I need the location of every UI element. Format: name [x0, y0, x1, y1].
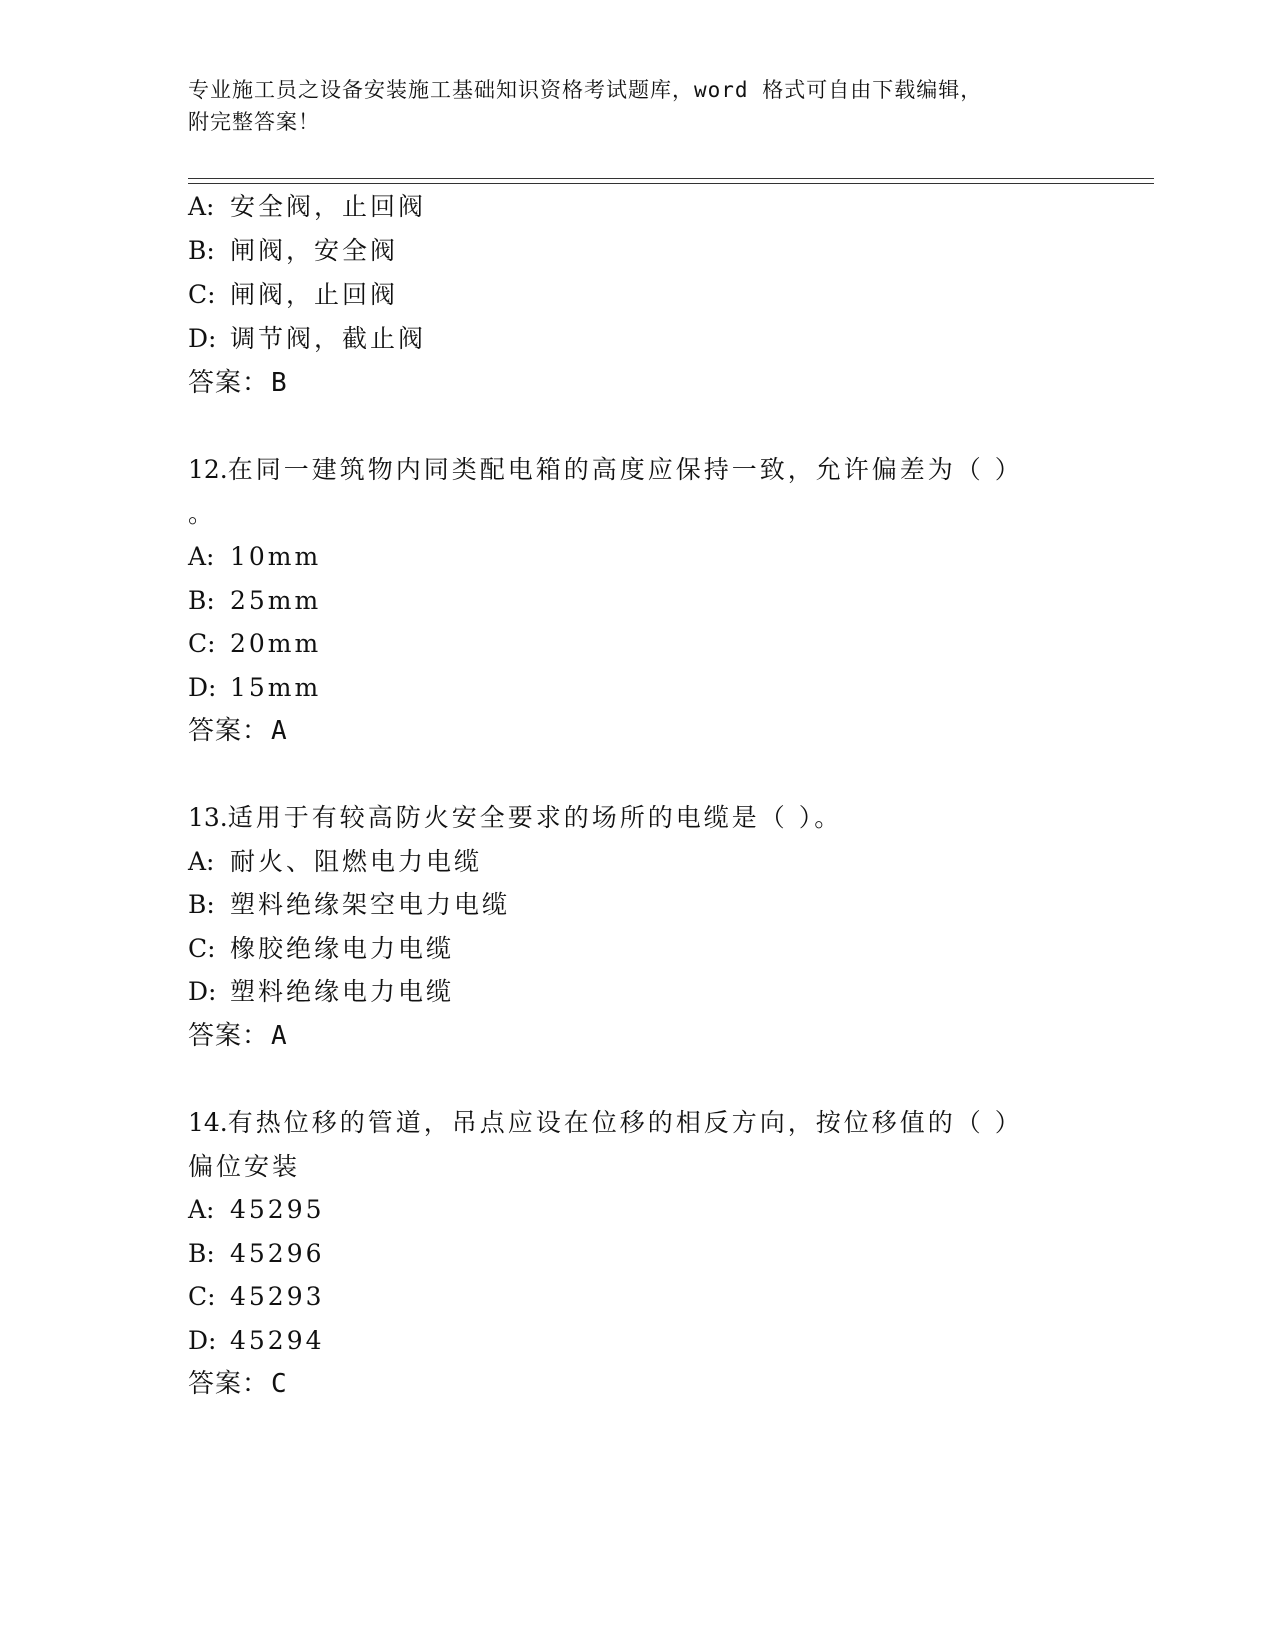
q11-option-a — [188, 192, 426, 222]
q11-option-b — [188, 236, 398, 266]
option-letter: B: — [188, 586, 215, 615]
option-text: 25mm — [230, 586, 322, 615]
option-text: 安全阀，止回阀 — [230, 192, 427, 221]
option-text: 45294 — [230, 1326, 325, 1355]
option-text: 闸阀，安全阀 — [230, 236, 399, 265]
header-divider-top — [188, 178, 1154, 179]
q13-answer — [188, 1021, 288, 1051]
option-text: 20mm — [230, 629, 322, 658]
option-letter: A: — [188, 542, 215, 571]
answer-label: 答案： — [188, 368, 270, 398]
answer-label: 答案： — [188, 1369, 270, 1399]
option-text: 橡胶绝缘电力电缆 — [230, 934, 455, 963]
option-letter: A: — [188, 192, 215, 221]
option-text: 塑料绝缘架空电力电缆 — [230, 890, 511, 919]
question-number: 14. — [188, 1108, 228, 1137]
q14-option-c — [188, 1282, 325, 1312]
option-letter: D: — [188, 324, 217, 353]
q13-option-a — [188, 847, 482, 877]
answer-value: C — [271, 1369, 288, 1399]
question-number: 12. — [188, 455, 228, 484]
q11-answer — [188, 368, 288, 398]
option-text: 耐火、阻燃电力电缆 — [230, 847, 483, 876]
option-letter: B: — [188, 236, 215, 265]
answer-label: 答案： — [188, 1021, 270, 1051]
option-letter: A: — [188, 847, 215, 876]
q12-option-c — [188, 629, 321, 659]
q13-option-b — [188, 890, 510, 920]
option-letter: D: — [188, 673, 217, 702]
option-text: 15mm — [230, 673, 322, 702]
answer-value: A — [271, 1021, 288, 1051]
q14-stem — [188, 1108, 1023, 1138]
header-line-1: 专业施工员之设备安装施工基础知识资格考试题库，word 格式可自由下载编辑， — [188, 78, 983, 102]
q14-option-a — [188, 1195, 325, 1225]
option-text: 塑料绝缘电力电缆 — [230, 977, 455, 1006]
answer-value: A — [271, 716, 288, 746]
q12-option-b — [188, 586, 321, 616]
q13-stem — [188, 803, 842, 833]
answer-value: B — [271, 368, 288, 398]
option-text: 45296 — [230, 1239, 325, 1268]
option-letter: D: — [188, 977, 217, 1006]
q11-option-d — [188, 324, 426, 354]
answer-label: 答案： — [188, 716, 270, 746]
option-letter: C: — [188, 629, 216, 658]
question-stem: 有热位移的管道，吊点应设在位移的相反方向，按位移值的（ ） — [227, 1108, 1023, 1137]
document-header — [188, 74, 1068, 138]
q11-option-c — [188, 280, 398, 310]
q14-stem-continuation: 偏位安装 — [188, 1152, 301, 1181]
header-divider-bottom — [188, 183, 1154, 184]
option-letter: C: — [188, 280, 216, 309]
option-letter: D: — [188, 1326, 217, 1355]
option-letter: C: — [188, 934, 216, 963]
option-letter: C: — [188, 1282, 216, 1311]
question-stem: 适用于有较高防火安全要求的场所的电缆是（ ）。 — [227, 803, 843, 832]
option-text: 闸阀，止回阀 — [230, 280, 399, 309]
option-text: 调节阀，截止阀 — [230, 324, 427, 353]
option-text: 45295 — [230, 1195, 325, 1224]
q12-stem-continuation: 。 — [188, 499, 217, 528]
option-text: 10mm — [230, 542, 322, 571]
option-letter: B: — [188, 1239, 215, 1268]
q14-answer — [188, 1369, 288, 1399]
header-line-2: 附完整答案！ — [188, 110, 320, 134]
q12-option-a — [188, 542, 321, 572]
q14-option-b — [188, 1239, 325, 1269]
question-stem: 在同一建筑物内同类配电箱的高度应保持一致，允许偏差为（ ） — [227, 455, 1023, 484]
question-number: 13. — [188, 803, 228, 832]
q12-stem — [188, 455, 1023, 485]
option-letter: A: — [188, 1195, 215, 1224]
q13-option-d — [188, 977, 454, 1007]
q14-option-d — [188, 1326, 325, 1356]
option-text: 45293 — [230, 1282, 325, 1311]
option-letter: B: — [188, 890, 215, 919]
q12-answer — [188, 716, 288, 746]
q12-option-d — [188, 673, 321, 703]
q13-option-c — [188, 934, 454, 964]
